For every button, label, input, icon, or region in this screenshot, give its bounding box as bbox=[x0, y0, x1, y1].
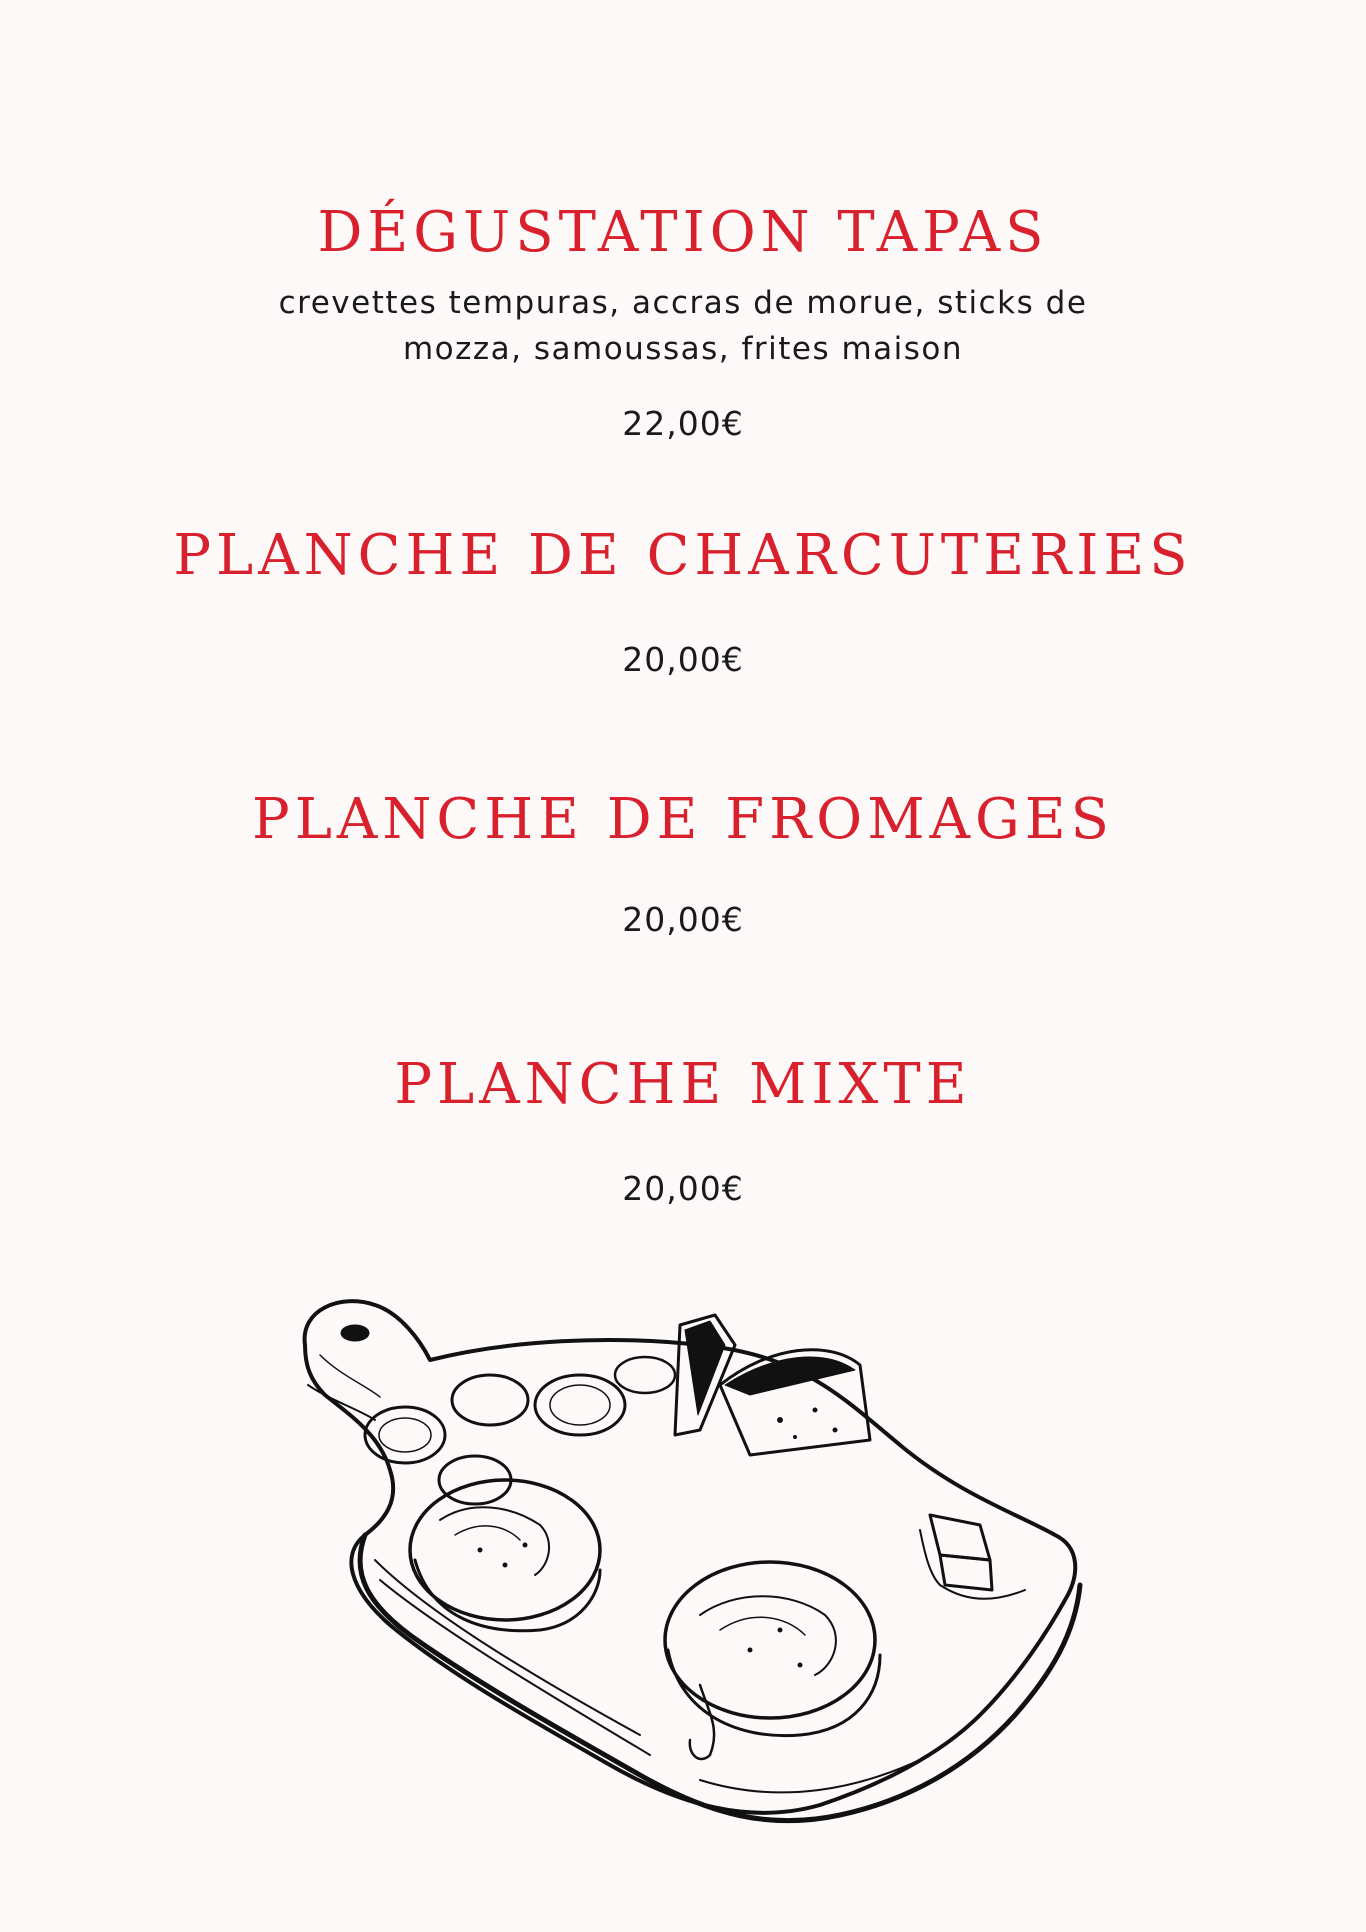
item-price-planche-fromages: 20,00€ bbox=[622, 900, 744, 939]
item-price-degustation-tapas: 22,00€ bbox=[622, 404, 744, 443]
item-title-planche-charcuteries: PLANCHE DE CHARCUTERIES bbox=[173, 523, 1193, 588]
item-title-planche-fromages: PLANCHE DE FROMAGES bbox=[252, 787, 1114, 852]
item-price-planche-mixte: 20,00€ bbox=[622, 1169, 744, 1208]
item-title-planche-mixte: PLANCHE MIXTE bbox=[394, 1052, 972, 1117]
item-title-degustation-tapas: DÉGUSTATION TAPAS bbox=[317, 200, 1049, 265]
item-description-line-1: crevettes tempuras, accras de morue, sticks de bbox=[278, 285, 1088, 321]
charcuterie-board-icon bbox=[280, 1285, 1090, 1845]
item-description-line-2: mozza, samoussas, frites maison bbox=[402, 331, 964, 367]
item-price-planche-charcuteries: 20,00€ bbox=[622, 640, 744, 679]
